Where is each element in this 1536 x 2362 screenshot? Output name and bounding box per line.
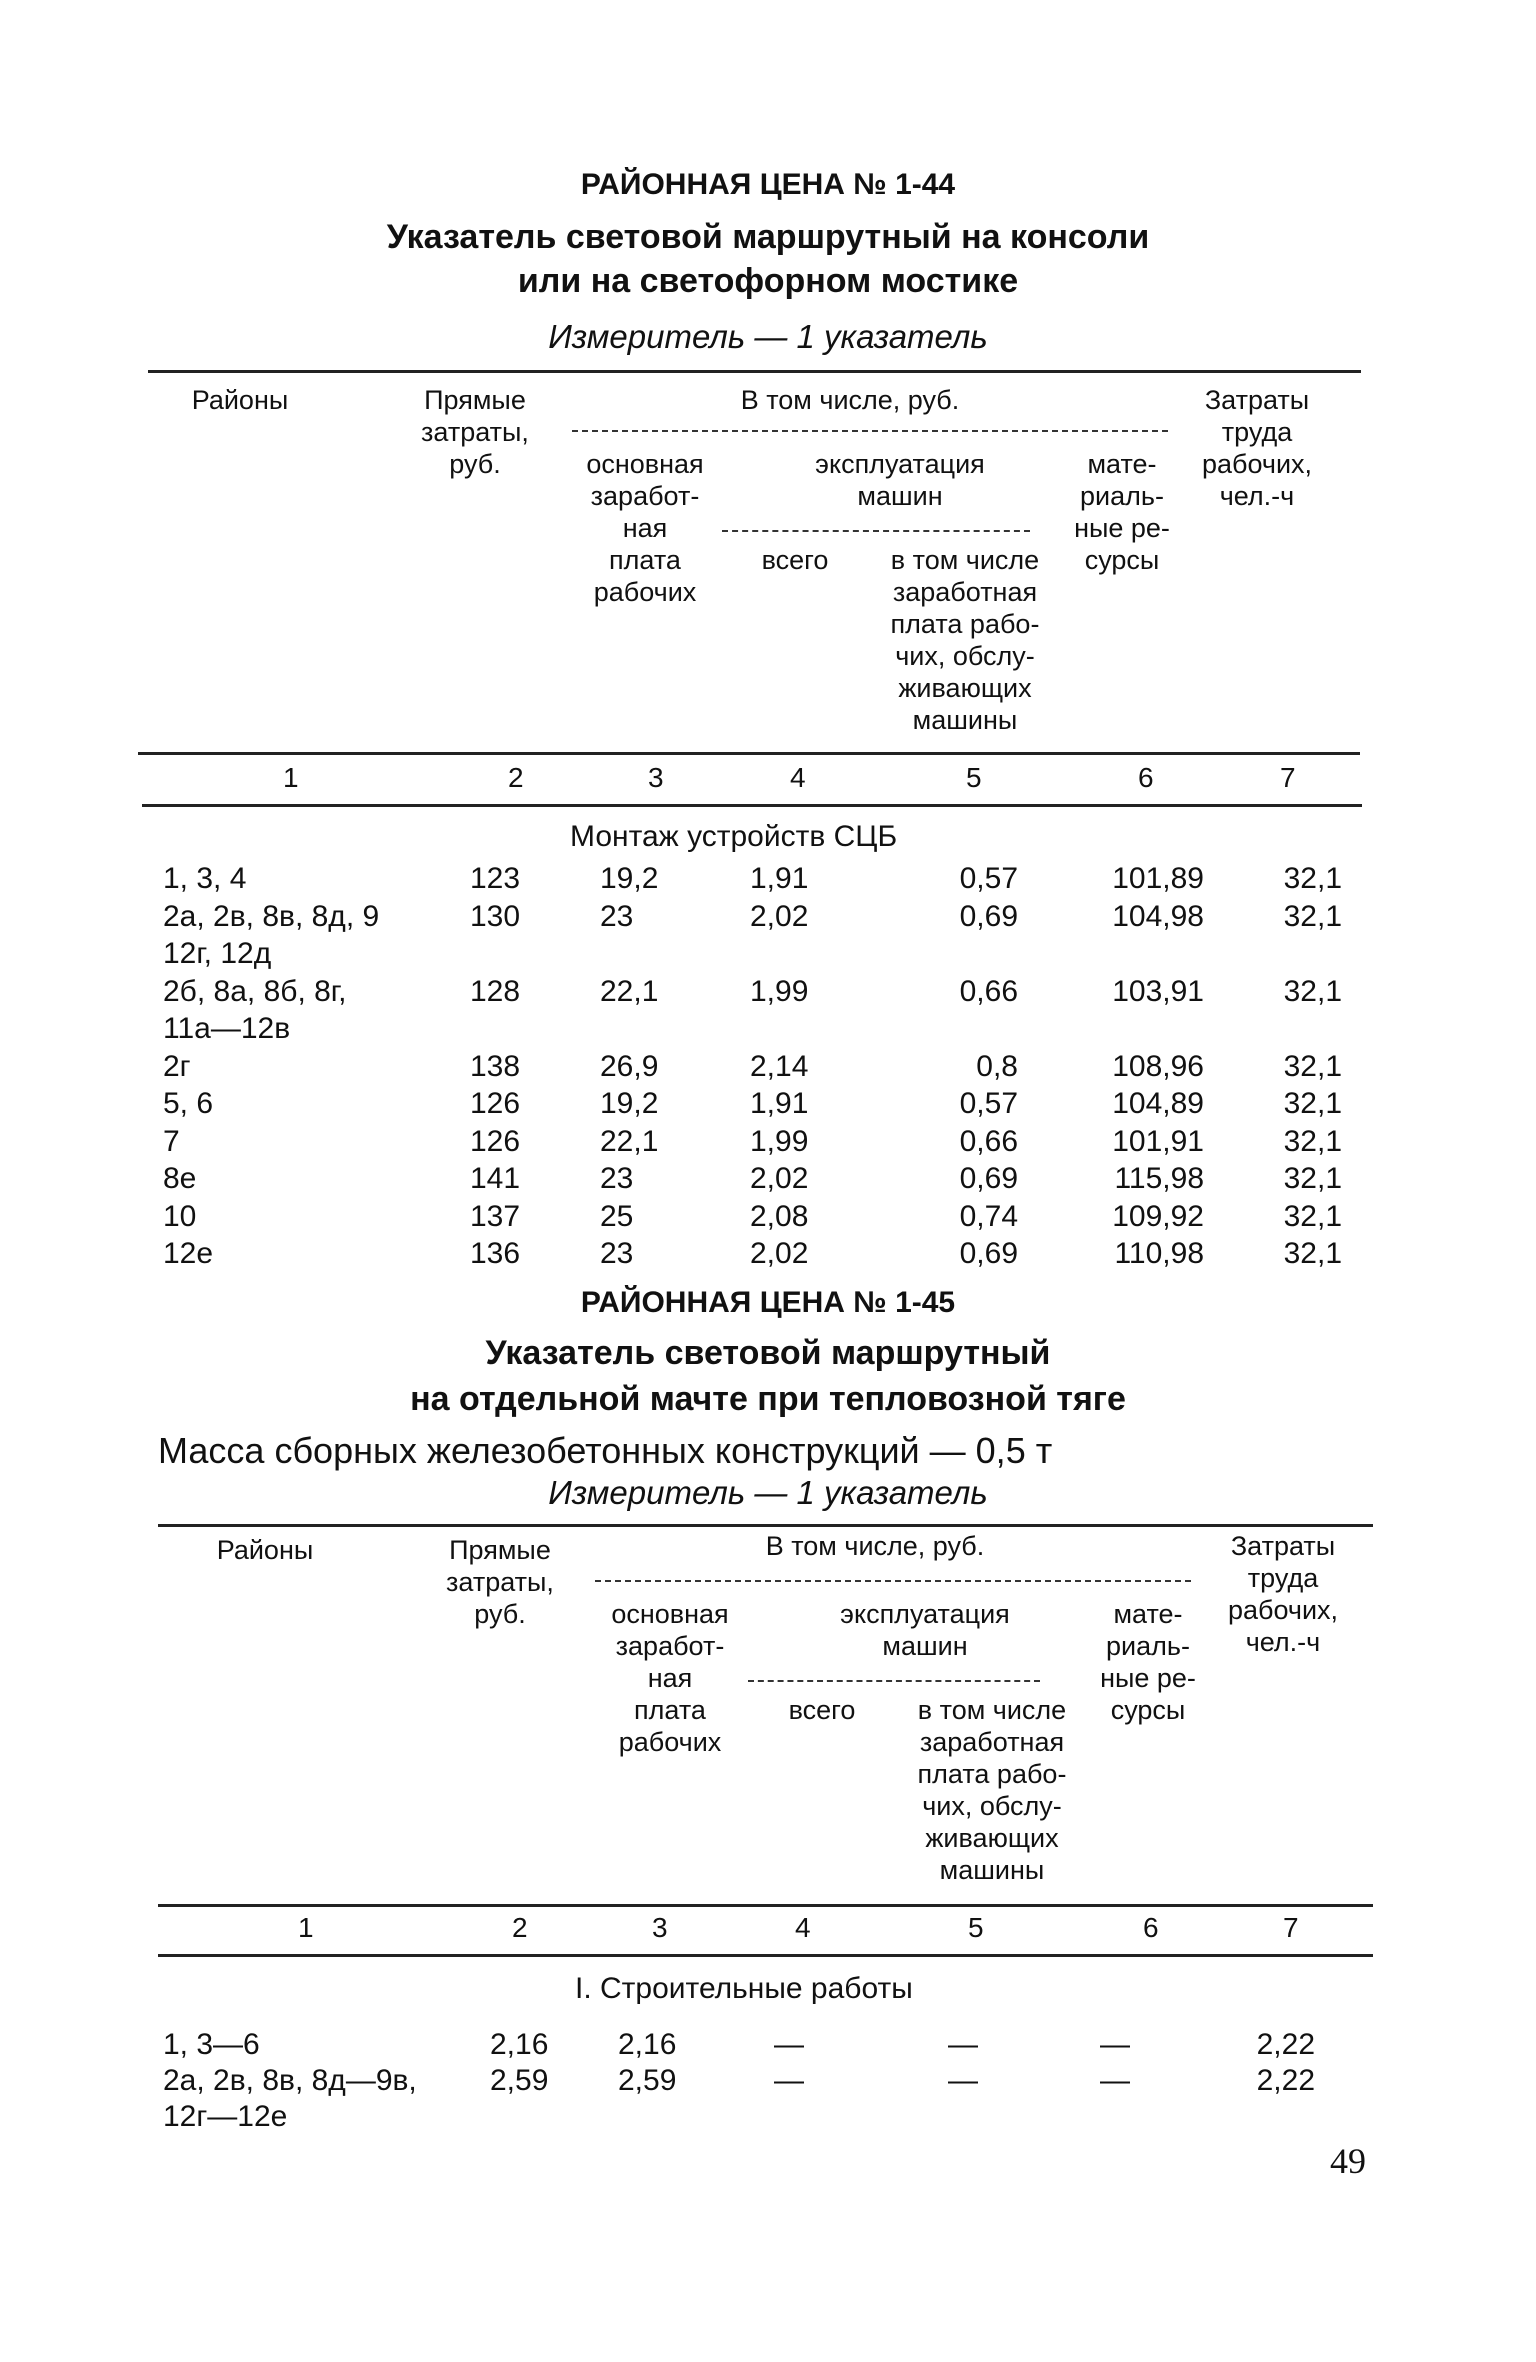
row-cell-c2: 123 bbox=[470, 862, 521, 895]
row-cell-c6: 103,91 bbox=[1112, 974, 1204, 1008]
row-cell-c6: 110,98 bbox=[1114, 1237, 1204, 1270]
row-cell-c4: 1,91 bbox=[750, 1087, 809, 1120]
row-cell-c7: 32,1 bbox=[1283, 862, 1342, 895]
header2-labor: Затраты труда рабочих, чел.-ч bbox=[1227, 1531, 1339, 1657]
row-cell-c2: 126 bbox=[470, 1124, 521, 1158]
row-cell-c5: 0,69 bbox=[959, 1162, 1018, 1195]
row-cell-c2: 126 bbox=[470, 1087, 521, 1120]
row-region: 2а, 2в, 8в, 8д—9в, bbox=[163, 2064, 417, 2097]
page-number: 49 bbox=[1330, 2141, 1366, 2181]
row-region: 11а—12в bbox=[163, 1012, 291, 1045]
row-cell-c6: 101,89 bbox=[1112, 862, 1204, 895]
row-cell-c5: 0,57 bbox=[959, 862, 1018, 895]
section2-measure: Измеритель — 1 указатель bbox=[548, 1474, 988, 1511]
section2-mass: Масса сборных железобетонных конструкций — 0,5 т bbox=[158, 1430, 1053, 1471]
row-cell-c2: 138 bbox=[470, 1049, 521, 1083]
row-cell-c7: 32,1 bbox=[1283, 1162, 1342, 1195]
row-cell-c2: 136 bbox=[470, 1237, 521, 1270]
row-cell-c3: 22,1 bbox=[600, 974, 659, 1008]
row-cell-c3: 19,2 bbox=[600, 862, 659, 895]
row-cell-c6: 104,89 bbox=[1112, 1087, 1204, 1120]
header-labor: Затраты труда рабочих, чел.-ч bbox=[1201, 385, 1313, 511]
table1-top-rule bbox=[148, 370, 1361, 373]
row-cell-c4: 2,02 bbox=[750, 1237, 809, 1270]
row-cell-c5: — bbox=[948, 2064, 978, 2097]
section1-title: РАЙОННАЯ ЦЕНА № 1-44 bbox=[580, 168, 956, 201]
section1-measure: Измеритель — 1 указатель bbox=[548, 318, 988, 355]
row-cell-c5: 0,66 bbox=[959, 974, 1018, 1008]
header2-materials: мате- риаль- ные ре- сурсы bbox=[1100, 1599, 1196, 1725]
table1-numbers-rule bbox=[142, 804, 1362, 807]
header-including-dash bbox=[572, 430, 1168, 432]
row-cell-c5: 0,69 bbox=[959, 1237, 1018, 1270]
row-cell-c3: 26,9 bbox=[600, 1049, 659, 1083]
row-cell-c6: 108,96 bbox=[1112, 1049, 1204, 1083]
row-cell-c5: 0,8 bbox=[976, 1049, 1018, 1083]
row-cell-c4: 2,08 bbox=[750, 1199, 809, 1233]
row-cell-c4: 2,02 bbox=[750, 1162, 809, 1195]
row-region: 1, 3—6 bbox=[163, 2028, 260, 2061]
row-cell-c6: 109,92 bbox=[1112, 1199, 1204, 1233]
row-cell-c2: 2,16 bbox=[490, 2028, 549, 2061]
row-cell-c7: 2,22 bbox=[1256, 2028, 1315, 2061]
header2-incl-wage: в том числе заработная плата рабо- чих, обслу- живающих машины bbox=[917, 1695, 1067, 1885]
header2-including-dash bbox=[595, 1580, 1191, 1582]
header-incl-wage: в том числе заработная плата рабо- чих, обслу- живающих машины bbox=[890, 545, 1040, 735]
header-including: В том числе, руб. bbox=[740, 385, 960, 415]
header2-including: В том числе, руб. bbox=[765, 1531, 985, 1561]
row-cell-c6: — bbox=[1100, 2064, 1130, 2097]
row-cell-c5: 0,69 bbox=[959, 899, 1018, 933]
row-cell-c7: 2,22 bbox=[1256, 2064, 1315, 2097]
header2-regions: Районы bbox=[216, 1535, 314, 1565]
header-basic-wage: основная заработ- ная плата рабочих bbox=[586, 449, 704, 607]
row-cell-c5: 0,74 bbox=[959, 1199, 1018, 1233]
table2-numbers-rule bbox=[158, 1954, 1373, 1957]
row-cell-c5: 0,57 bbox=[959, 1087, 1018, 1120]
row-cell-c3: 25 bbox=[600, 1199, 634, 1233]
table2-top-rule bbox=[158, 1524, 1373, 1527]
header-regions: Районы bbox=[191, 385, 289, 415]
row-region: 10 bbox=[163, 1199, 197, 1233]
row-cell-c6: — bbox=[1100, 2028, 1130, 2061]
row-cell-c6: 104,98 bbox=[1112, 899, 1204, 933]
row-cell-c3: 22,1 bbox=[600, 1124, 659, 1158]
row-region: 1, 3, 4 bbox=[163, 862, 247, 895]
section2-title: РАЙОННАЯ ЦЕНА № 1-45 bbox=[580, 1286, 956, 1319]
header-machine-dash bbox=[722, 530, 1030, 532]
row-cell-c4: — bbox=[774, 2028, 804, 2061]
row-cell-c4: 2,02 bbox=[750, 899, 809, 933]
row-cell-c4: 1,99 bbox=[750, 1124, 809, 1158]
section2-subtitle-line1: Указатель световой маршрутный bbox=[485, 1334, 1051, 1372]
row-cell-c5: — bbox=[948, 2028, 978, 2061]
row-region: 12г, 12д bbox=[163, 937, 272, 970]
row-cell-c4: — bbox=[774, 2064, 804, 2097]
section2-subtitle-line2: на отдельной мачте при тепловозной тяге bbox=[410, 1380, 1126, 1418]
row-cell-c4: 1,91 bbox=[750, 862, 809, 895]
header-direct-costs: Прямые затраты, руб. bbox=[421, 385, 529, 479]
table2-header-rule bbox=[158, 1904, 1373, 1907]
row-region: 12г—12е bbox=[163, 2100, 288, 2133]
row-cell-c7: 32,1 bbox=[1283, 1237, 1342, 1270]
row-region: 12е bbox=[163, 1237, 214, 1270]
table1-section-label: Монтаж устройств СЦБ bbox=[570, 820, 898, 853]
row-region: 2б, 8а, 8б, 8г, bbox=[163, 974, 347, 1008]
row-cell-c7: 32,1 bbox=[1283, 899, 1342, 933]
row-cell-c3: 19,2 bbox=[600, 1087, 659, 1120]
section1-subtitle-line2: или на светофорном мостике bbox=[517, 262, 1019, 300]
table2-section-label: I. Строительные работы bbox=[575, 1972, 913, 2005]
row-cell-c3: 2,16 bbox=[618, 2028, 677, 2061]
header2-direct-costs: Прямые затраты, руб. bbox=[446, 1535, 554, 1629]
header-total: всего bbox=[761, 545, 829, 575]
table1-header-rule bbox=[138, 752, 1360, 755]
row-region: 7 bbox=[163, 1124, 180, 1158]
row-cell-c5: 0,66 bbox=[959, 1124, 1018, 1158]
row-cell-c3: 2,59 bbox=[618, 2064, 677, 2097]
row-cell-c2: 2,59 bbox=[490, 2064, 549, 2097]
row-cell-c7: 32,1 bbox=[1283, 1087, 1342, 1120]
header-materials: мате- риаль- ные ре- сурсы bbox=[1074, 449, 1170, 575]
header2-machine-operation: эксплуатация машин bbox=[840, 1599, 1010, 1661]
row-cell-c7: 32,1 bbox=[1283, 1124, 1342, 1158]
row-cell-c6: 101,91 bbox=[1112, 1124, 1204, 1158]
row-cell-c2: 128 bbox=[470, 974, 521, 1008]
row-cell-c4: 2,14 bbox=[750, 1049, 809, 1083]
header-machine-operation: эксплуатация машин bbox=[815, 449, 985, 511]
row-cell-c7: 32,1 bbox=[1283, 1199, 1342, 1233]
row-cell-c6: 115,98 bbox=[1114, 1162, 1204, 1195]
row-cell-c3: 23 bbox=[600, 1162, 634, 1195]
row-cell-c2: 130 bbox=[470, 899, 521, 933]
header2-total: всего bbox=[788, 1695, 856, 1725]
row-cell-c7: 32,1 bbox=[1283, 1049, 1342, 1083]
section1-subtitle-line1: Указатель световой маршрутный на консоли bbox=[386, 218, 1150, 256]
row-region: 2г bbox=[163, 1049, 191, 1083]
row-region: 5, 6 bbox=[163, 1087, 214, 1120]
row-region: 8е bbox=[163, 1162, 197, 1195]
header2-machine-dash bbox=[748, 1680, 1040, 1682]
row-cell-c4: 1,99 bbox=[750, 974, 809, 1008]
row-cell-c3: 23 bbox=[600, 1237, 634, 1270]
row-cell-c2: 137 bbox=[470, 1199, 521, 1233]
row-cell-c3: 23 bbox=[600, 899, 634, 933]
row-region: 2а, 2в, 8в, 8д, 9 bbox=[163, 899, 380, 933]
header2-basic-wage: основная заработ- ная плата рабочих bbox=[611, 1599, 729, 1757]
row-cell-c2: 141 bbox=[470, 1162, 521, 1195]
row-cell-c7: 32,1 bbox=[1283, 974, 1342, 1008]
